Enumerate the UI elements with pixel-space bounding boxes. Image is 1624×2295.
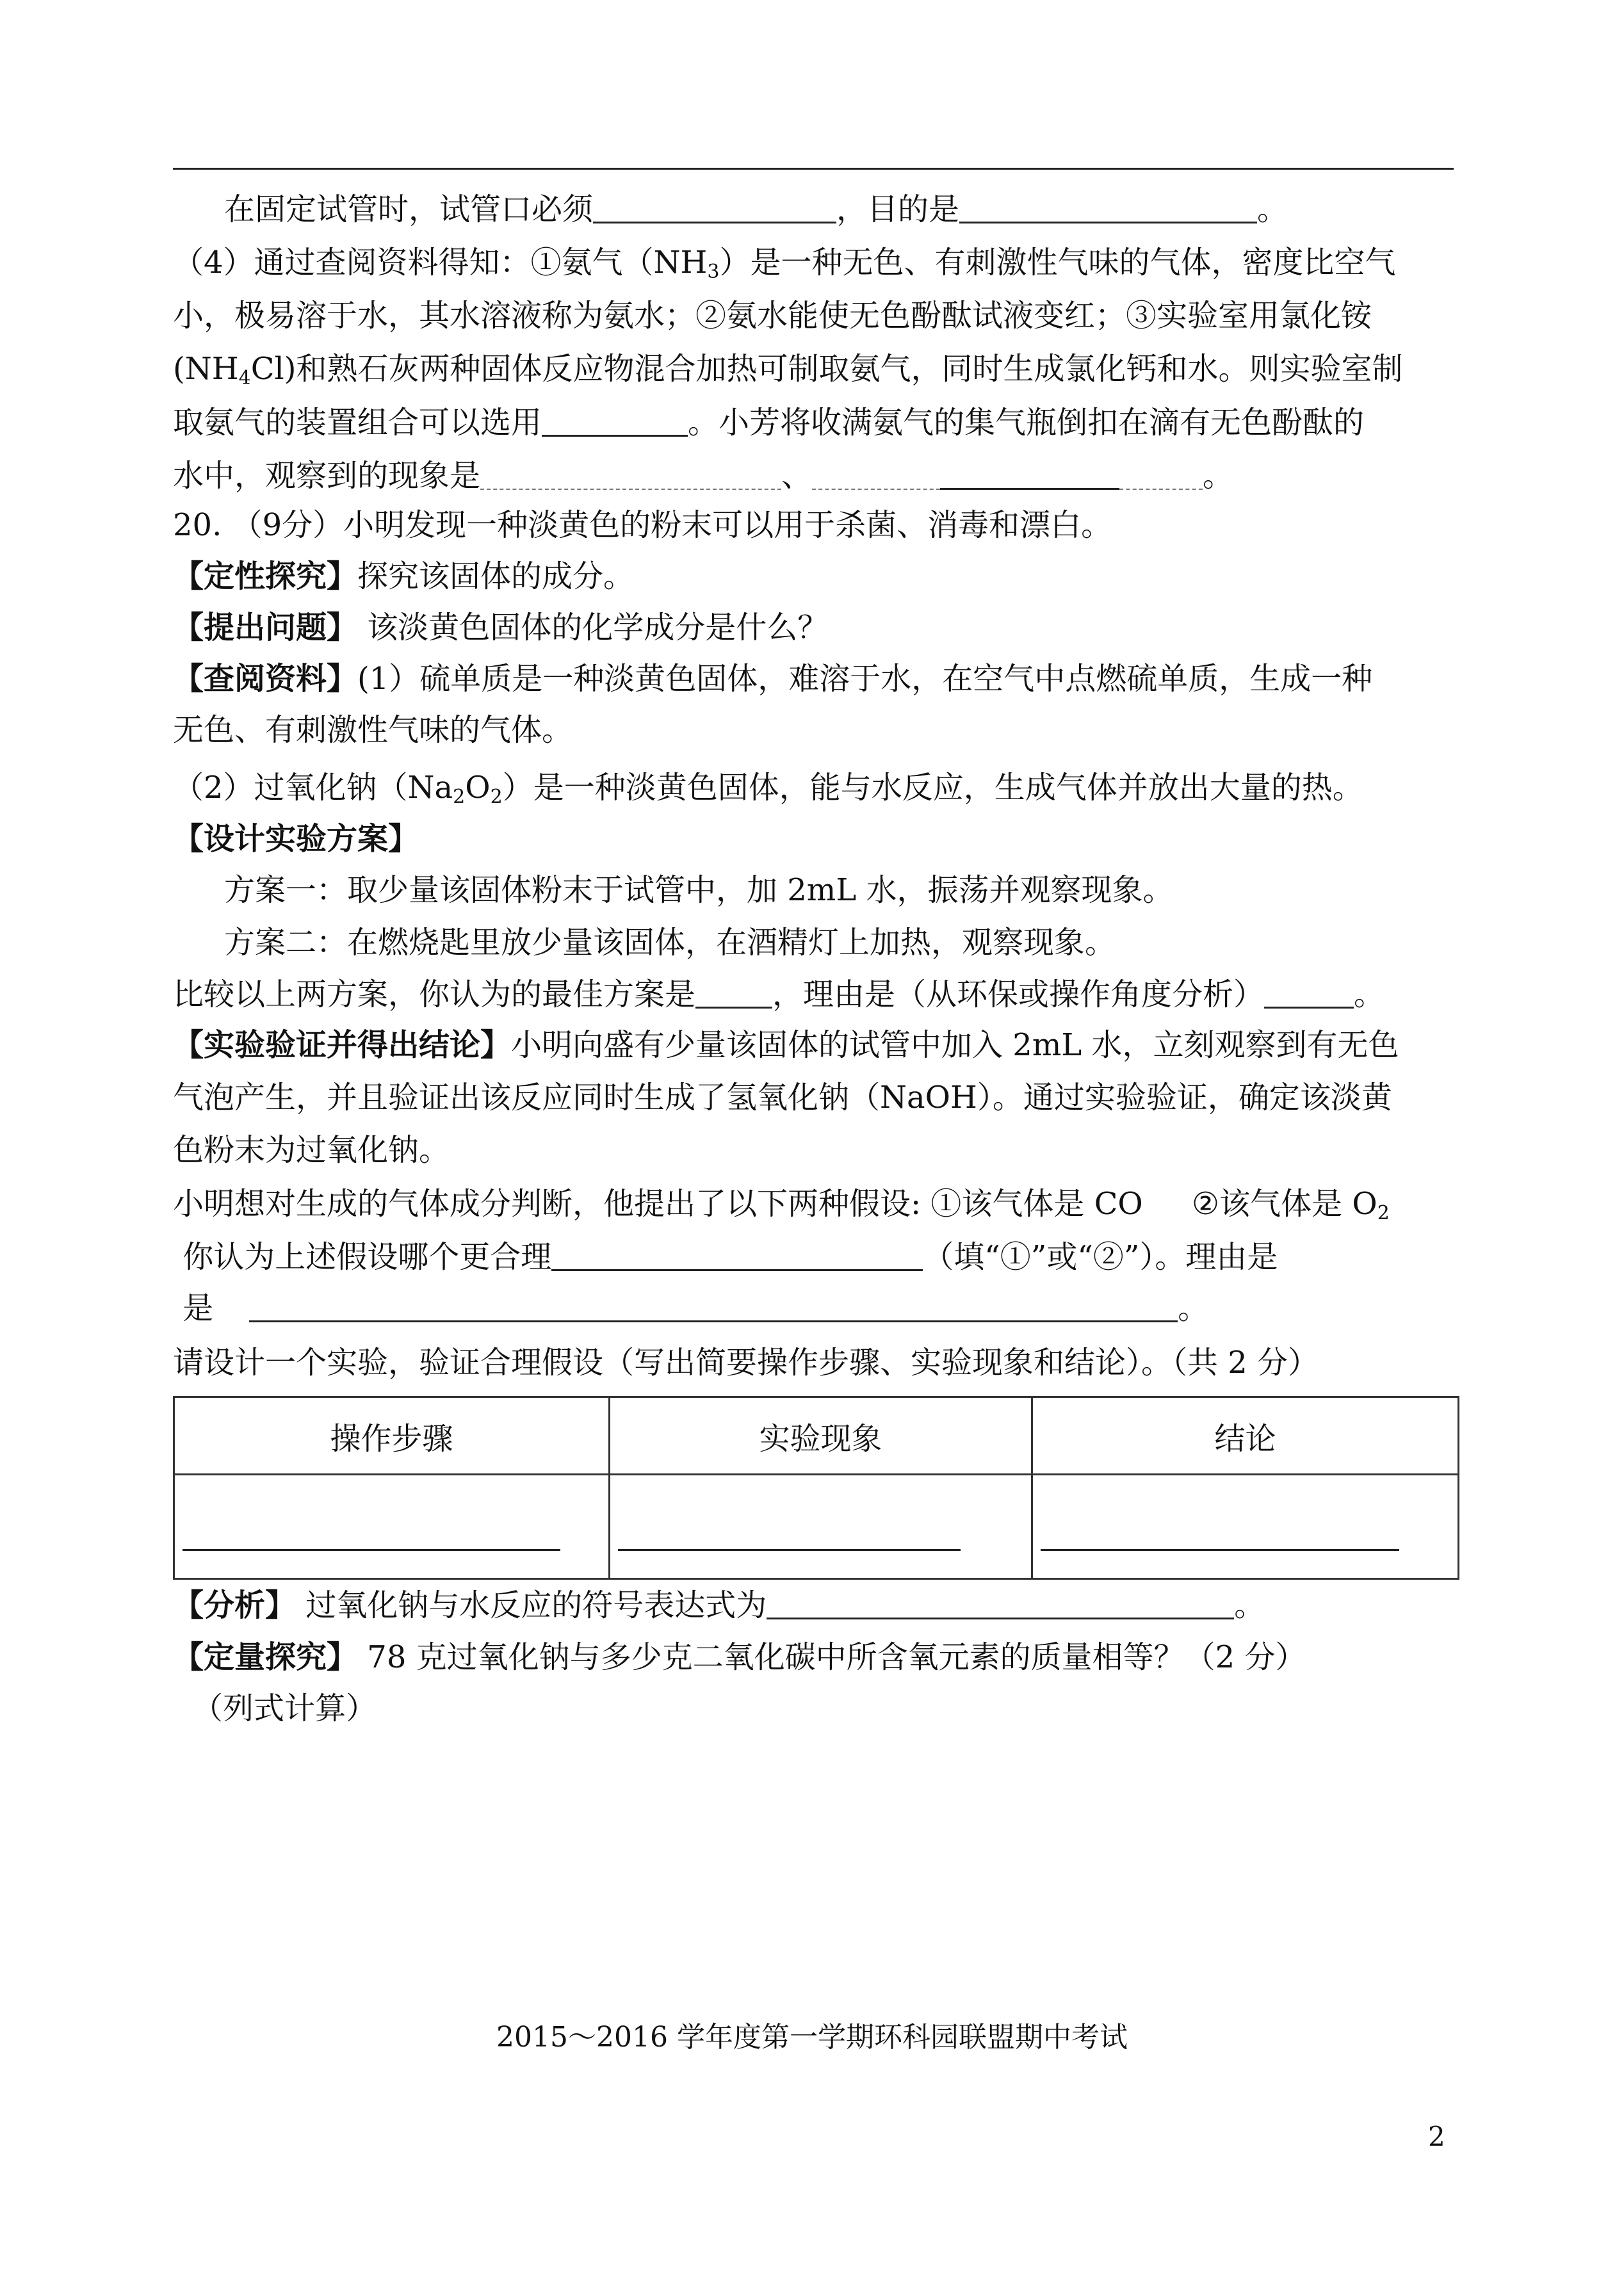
text: 。: [1234, 1587, 1265, 1623]
text: （填“①”或“②”）。理由是: [923, 1239, 1278, 1275]
text: 。: [1203, 458, 1234, 494]
quantitative-line: [173, 1638, 1460, 1676]
answer-line: [1041, 1549, 1399, 1551]
table-cell-steps[interactable]: [174, 1475, 610, 1579]
fixing-tube-line: [224, 190, 1511, 229]
table-header-steps: 操作步骤: [174, 1397, 610, 1475]
design-experiment-line: [173, 1343, 1460, 1382]
text: Cl)和熟石灰两种固体反应物混合加热可制取氨气，同时生成氯化钙和水。则实验室制: [250, 351, 1403, 387]
text: 。: [1257, 191, 1288, 227]
answer-blank[interactable]: [1119, 457, 1203, 490]
section-label: 【实验验证并得出结论】: [173, 1027, 512, 1063]
reference-heading: [173, 660, 1460, 698]
design-heading: [173, 820, 1460, 858]
answer-blank[interactable]: [542, 403, 688, 437]
text: （2）过氧化钠（Na: [173, 770, 453, 806]
section-label: 【分析】: [173, 1587, 296, 1623]
answer-blank[interactable]: [1264, 975, 1354, 1009]
exam-footer: 2015～2016 学年度第一学期环科园联盟期中考试: [496, 2021, 1128, 2054]
subscript: 2: [490, 786, 503, 808]
text: 过氧化钠与水反应的符号表达式为: [296, 1587, 767, 1623]
subscript: 2: [1377, 1202, 1390, 1224]
text: O: [465, 770, 491, 806]
section-label: 【提出问题】: [173, 610, 358, 645]
plan-two: [224, 923, 1511, 962]
text: 。: [1354, 977, 1385, 1012]
text: （列式计算）: [192, 1691, 377, 1726]
text: 小明向盛有少量该固体的试管中加入 2mL 水，立刻观察到有无色: [511, 1027, 1399, 1063]
reference-item2: [173, 768, 1460, 807]
text: ，理由是（从环保或操作角度分析）: [772, 977, 1265, 1012]
text: 方案二：在燃烧匙里放少量该固体，在酒精灯上加热，观察现象。: [224, 925, 1116, 961]
answer-blank[interactable]: [767, 1585, 1234, 1619]
text: 你认为上述假设哪个更合理: [173, 1239, 552, 1275]
plan-one: [224, 871, 1511, 909]
table-cell-phenomenon[interactable]: [610, 1475, 1032, 1579]
answer-blank[interactable]: [812, 457, 940, 490]
text: 是: [173, 1290, 214, 1326]
answer-line: [618, 1549, 961, 1551]
text: 取氨气的装置组合可以选用: [173, 405, 542, 441]
text: 无色、有刺激性气味的气体。: [173, 712, 573, 748]
ammonia-para-line3: [173, 350, 1460, 388]
text: 78 克过氧化钠与多少克二氧化碳中所含氧元素的质量相等？（2 分）: [357, 1639, 1306, 1675]
subscript: 3: [707, 261, 720, 283]
subscript: 4: [238, 367, 251, 389]
question-heading: [173, 608, 1460, 647]
answer-line: [183, 1549, 560, 1551]
text: ，目的是: [836, 191, 960, 227]
verify-heading: [173, 1026, 1460, 1064]
subscript: 2: [453, 786, 466, 808]
hypothesis-line: [173, 1185, 1460, 1223]
verify-cont1: [173, 1078, 1460, 1117]
ammonia-para-line1: [173, 243, 1460, 282]
text: 。小芳将收满氨气的集气瓶倒扣在滴有无色酚酞的: [688, 405, 1365, 441]
header-rule: [173, 168, 1454, 170]
text: 气泡产生，并且验证出该反应同时生成了氢氧化钠（NaOH）。通过实验验证，确定该淡黄: [173, 1080, 1392, 1115]
answer-blank[interactable]: [593, 190, 836, 223]
text: 20. （9分）小明发现一种淡黄色的粉末可以用于杀菌、消毒和漂白。: [173, 507, 1112, 543]
text: 方案一：取少量该固体粉末于试管中，加 2mL 水，振荡并观察现象。: [224, 872, 1174, 908]
reference-cont: [173, 711, 1460, 749]
text: 请设计一个实验，验证合理假设（写出简要操作步骤、实验现象和结论）。（共 2 分）: [173, 1345, 1319, 1381]
section-label: 【设计实验方案】: [173, 821, 419, 857]
page-number: 2: [1428, 2121, 1445, 2152]
text: （4）通过查阅资料得知：①氨气（NH: [173, 245, 708, 280]
table-cell-conclusion[interactable]: [1032, 1475, 1459, 1579]
experiment-table: [173, 1396, 1459, 1580]
text: 、: [781, 458, 813, 494]
answer-blank[interactable]: [695, 975, 772, 1009]
answer-blank[interactable]: [940, 456, 1119, 490]
reason-line: [173, 1237, 1460, 1276]
section-label: 【查阅资料】: [173, 661, 358, 697]
text: 色粉末为过氧化钠。: [173, 1132, 450, 1168]
text: 小明想对生成的气体成分判断，他提出了以下两种假设: ①该气体是 CO ②该气体是 O: [173, 1186, 1377, 1222]
analysis-line: [173, 1585, 1460, 1625]
ammonia-para-line5: [173, 456, 1460, 495]
compare-line: [173, 975, 1460, 1014]
answer-blank[interactable]: [551, 1237, 923, 1271]
text: ）是一种无色、有刺激性气味的气体，密度比空气: [719, 245, 1396, 280]
answer-blank[interactable]: [480, 457, 781, 490]
reason-cont: [173, 1288, 1460, 1327]
text: 在固定试管时，试管口必须: [224, 191, 594, 227]
section-label: 【定性探究】: [173, 558, 358, 594]
table-header-phenomenon: 实验现象: [610, 1397, 1032, 1475]
verify-cont2: [173, 1131, 1460, 1169]
answer-blank[interactable]: [959, 190, 1257, 223]
ammonia-para-line2: [173, 296, 1460, 335]
q20-intro: [173, 506, 1460, 544]
text: (NH: [173, 351, 239, 387]
text: ）是一种淡黄色固体，能与水反应，生成气体并放出大量的热。: [502, 770, 1363, 806]
text: 该淡黄色固体的化学成分是什么？: [357, 610, 829, 645]
text: 水中，观察到的现象是: [173, 458, 481, 494]
table-header-conclusion: 结论: [1032, 1397, 1459, 1475]
text: 探究该固体的成分。: [357, 558, 635, 594]
ammonia-para-line4: [173, 403, 1460, 442]
text: 比较以上两方案，你认为的最佳方案是: [173, 977, 696, 1012]
text: 。: [1178, 1290, 1209, 1326]
section-label: 【定量探究】: [173, 1639, 358, 1675]
quantitative-cont: [192, 1689, 1479, 1728]
answer-blank[interactable]: [249, 1288, 1178, 1322]
text: 小，极易溶于水，其水溶液称为氨水；②氨水能使无色酚酞试液变红；③实验室用氯化铵: [173, 298, 1372, 334]
text: (1）硫单质是一种淡黄色固体，难溶于水，在空气中点燃硫单质，生成一种: [357, 661, 1373, 697]
qualitative-heading: [173, 557, 1460, 596]
